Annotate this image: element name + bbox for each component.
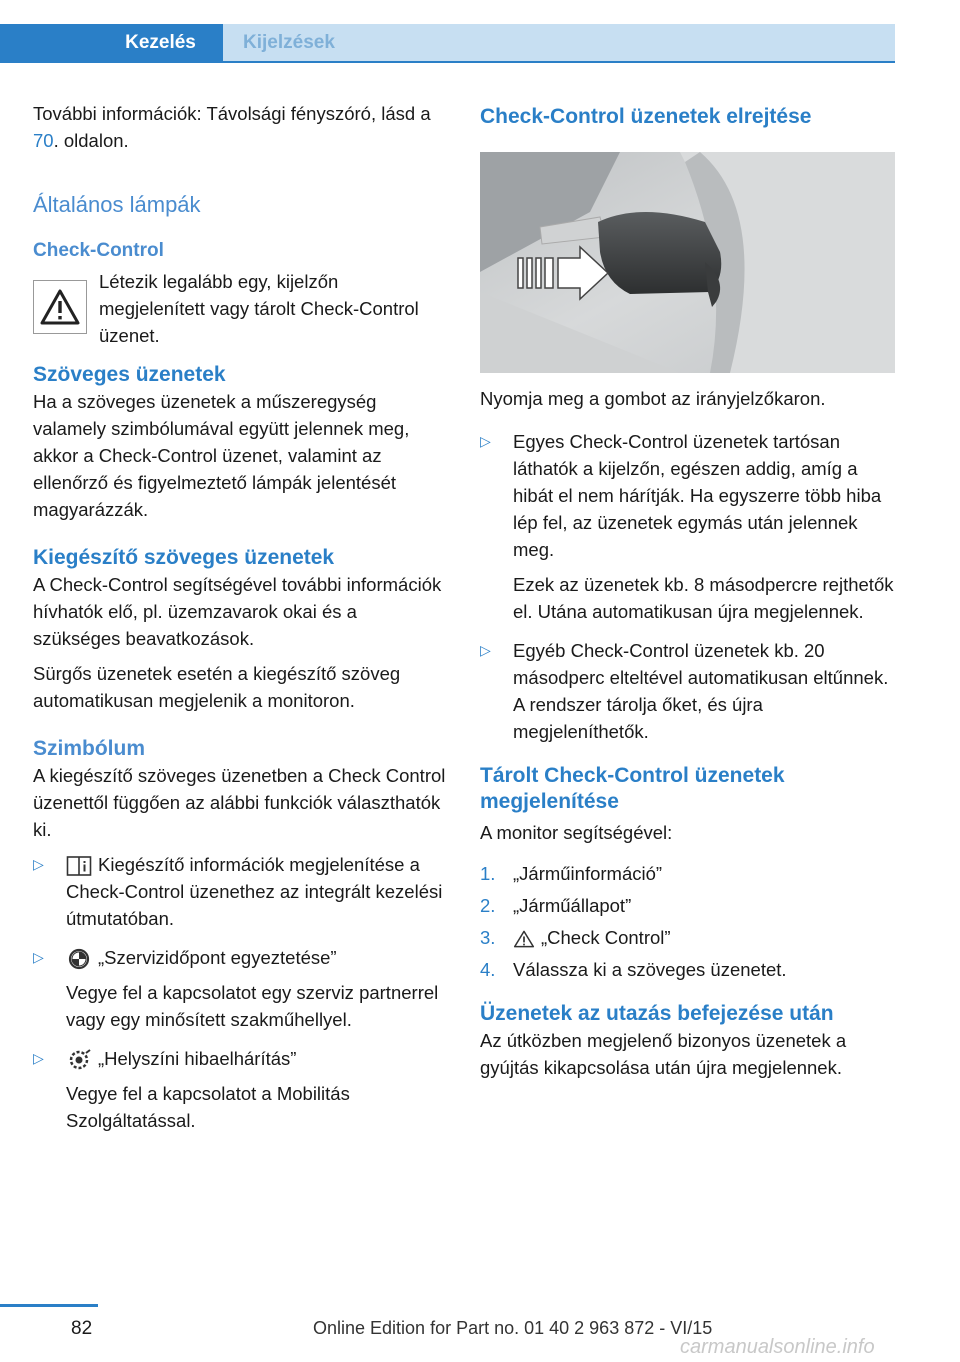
symbol-body: A kiegészítő szöveges üzenetben a Check Control üzenettől függően az alábbi funkciók választhatók ki. <box>33 765 446 840</box>
bullet-triangle-icon: ▷ <box>480 642 491 658</box>
stored-intro: A monitor segítségével: <box>480 822 673 843</box>
manual-book-icon <box>66 855 92 877</box>
heading-after-trip: Üzenetek az utazás befejezése után <box>480 1002 834 1025</box>
list-item: 4. Válassza ki a szöveges üzenetet. <box>480 959 787 980</box>
heading-stored-messages: Tárolt Check-Control üzenetek megjelenítése <box>480 764 785 813</box>
symbol-list <box>33 851 448 1134</box>
warning-triangle-icon <box>513 928 535 950</box>
footer-divider <box>0 1304 98 1307</box>
check-control-block <box>33 268 448 346</box>
bullet-triangle-icon: ▷ <box>33 1050 44 1066</box>
list-item: ▷ „Helyszíni hibaelhárítás” Vegye fel a kapcsolatot a Mobilitás Szolgáltatással. <box>33 1045 448 1134</box>
page-link[interactable]: 70 <box>33 130 54 151</box>
bullet-triangle-icon: ▷ <box>480 433 491 449</box>
list-item: 1. „Járműinformáció” <box>480 863 663 884</box>
bullet-triangle-icon: ▷ <box>33 856 44 872</box>
tab-kijelzesek[interactable]: Kijelzések <box>223 24 895 61</box>
list-item: ▷ „Szervizidőpont egyeztetése” Vegye fel a kapcsolatot egy szerviz partnerrel vagy egy minősített szakműhellyel. <box>33 944 448 1033</box>
text-messages-body: Ha a szöveges üzenetek a műszeregység valamely szimbólumával együtt jelennek meg, akkor a Check-Control üzenet, valamint az ellenőrző és figyelmeztető lámpák jelentését magyarázzák. <box>33 391 410 520</box>
indicator-stalk-photo <box>480 152 895 373</box>
intro-paragraph: További információk: Távolsági fényszóró, lásd a 70. oldalon. <box>33 103 431 151</box>
heading-text-messages: Szöveges üzenetek <box>33 363 226 386</box>
heading-hide-messages: Check-Control üzenetek elrejtése <box>480 105 812 128</box>
photo-caption: Nyomja meg a gombot az irányjelzőkaron. <box>480 388 826 409</box>
extra-text-body-2: Sürgős üzenetek esetén a kiegészítő szöveg automatikusan megjelenik a monitoron. <box>33 663 401 711</box>
heading-extra-text: Kiegészítő szöveges üzenetek <box>33 546 335 569</box>
warning-triangle-icon <box>33 280 87 334</box>
heading-general-lamps: Általános lámpák <box>33 192 201 217</box>
extra-text-body-1: A Check-Control segítségével további információk hívhatók elő, pl. üzemzavarok okai és a szükséges beavatkozások. <box>33 574 442 649</box>
right-column <box>480 100 895 1081</box>
list-item: ▷ Kiegészítő információk megjelenítése a Check-Control üzenethez az integrált kezelési útmutatóban. <box>33 851 448 932</box>
list-item: ▷ Egyes Check-Control üzenetek tartósan láthatók a kijelzőn, egészen addig, amíg a hibát el nem hárítják. Ha egyszerre több hiba lép fel, az üzenetek egymás után jelennek meg. Ezek az üzenetek kb. 8 másodpercre rejthetők el. Utána automatikusan újra megjelennek. <box>480 428 895 625</box>
service-bmw-icon <box>66 948 92 970</box>
watermark: carmanualsonline.info <box>680 1336 875 1358</box>
heading-symbol: Szimbólum <box>33 737 146 760</box>
bullet-triangle-icon: ▷ <box>33 949 44 965</box>
header-tabs <box>0 24 895 62</box>
list-item: 2. „Járműállapot” <box>480 895 632 916</box>
tab-kezeles[interactable]: Kezelés <box>0 24 223 61</box>
left-column <box>33 100 448 1146</box>
header-divider <box>0 61 895 63</box>
page-number: 82 <box>71 1318 93 1339</box>
edition-text: Online Edition for Part no. 01 40 2 963 872 - VI/15 <box>313 1318 713 1338</box>
check-control-text: Létezik legalább egy, kijelzőn megjelenített vagy tárolt Check-Control üzenet. <box>99 271 419 346</box>
list-item: ▷ Egyéb Check-Control üzenetek kb. 20 másodperc elteltével automatikusan eltűnnek. A rendszer tárolja őket, és újra megjeleníthetők. <box>480 637 895 745</box>
after-trip-body: Az útközben megjelenő bizonyos üzenetek a gyújtás kikapcsolása után újra megjelennek. <box>480 1030 847 1078</box>
roadside-assistance-icon <box>66 1049 92 1071</box>
list-item: 3. „Check Control” <box>480 924 895 951</box>
hide-list <box>480 428 895 745</box>
steps-list <box>480 860 895 983</box>
heading-check-control: Check-Control <box>33 240 164 261</box>
